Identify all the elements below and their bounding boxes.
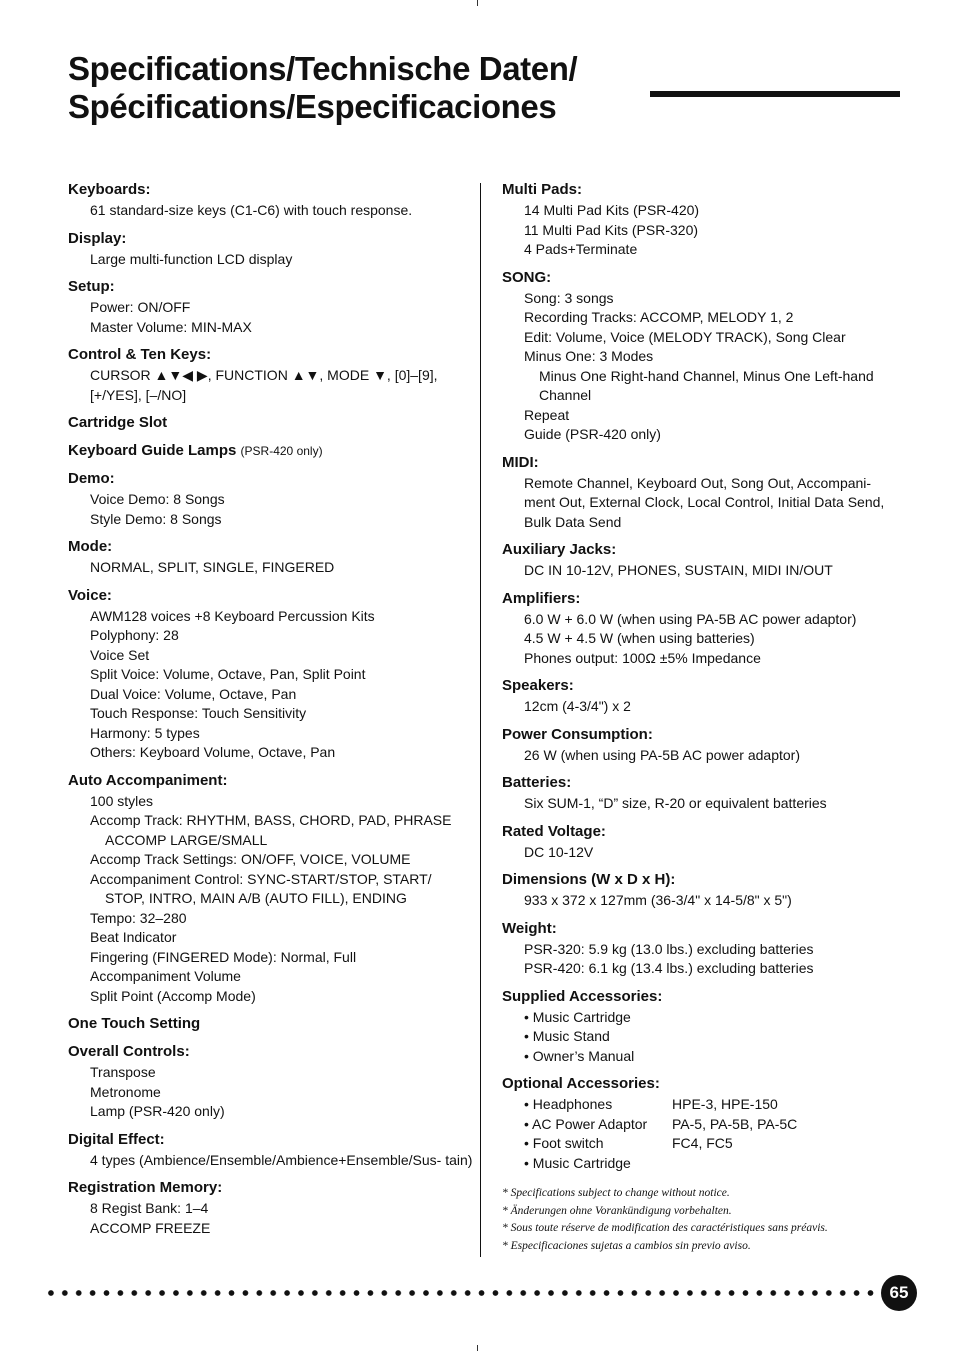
spec-item: Large multi-function LCD display [90,250,293,267]
spec-section-keyboard-guide-lamps [68,441,473,461]
spec-item: AWM128 voices +8 Keyboard Percussion Kits [90,607,375,624]
spec-heading-text: Optional Accessories: [502,1075,660,1092]
spec-heading-text: Keyboard Guide Lamps [68,442,237,459]
spec-heading [68,277,473,297]
spec-heading [68,1130,473,1150]
spec-item: ACCOMP FREEZE [90,1219,211,1236]
title-line-1: Specifications/Technische Daten/ [68,50,578,87]
spec-item: Remote Channel, Keyboard Out, Song Out, Accompani- ment Out, External Clock, Local Control, Initial Data Send, Bulk Data Send [524,474,885,530]
spec-section-supplied-accessories [502,987,902,1067]
spec-heading [68,1178,473,1198]
crop-mark-bottom [477,1345,478,1351]
spec-section-keyboards [68,180,473,221]
spec-heading-text: Registration Memory: [68,1179,223,1196]
footnote: * Sous toute réserve de modification des caractéristiques sans préavis. [502,1222,828,1234]
spec-heading-text: Amplifiers: [502,589,581,607]
page-number: 65 [881,1275,917,1311]
title-line-2: Spécifications/Especificaciones [68,88,557,125]
spec-section-display [68,229,473,270]
spec-item: Split Point (Accomp Mode) [90,987,256,1004]
footnotes [502,1185,902,1255]
spec-item: 11 Multi Pad Kits (PSR-320) [524,221,699,238]
spec-heading [502,725,902,745]
spec-item: 4 types (Ambience/Ensemble/Ambience+Ensemble/Sus- tain) [90,1151,473,1168]
spec-item: Power: ON/OFF [90,299,191,315]
spec-heading-text: Rated Voltage: [502,822,606,840]
spec-heading [502,676,902,696]
spec-section-amplifiers [502,589,902,669]
spec-section-power-consumption [502,725,902,766]
spec-item: Accomp Track: RHYTHM, BASS, CHORD, PAD, PHRASE ACCOMP LARGE/SMALL [90,812,452,848]
spec-heading-text: SONG: [502,268,552,286]
spec-section-batteries [502,773,902,814]
dotted-footer-rule [44,1289,874,1297]
spec-item: Tempo: 32–280 [90,909,187,926]
spec-heading-text: Batteries: [502,774,572,791]
spec-option-model: HPE-3, HPE-150 [672,1096,778,1112]
spec-section-rated-voltage [502,822,902,863]
spec-section-dimensions-w-x-d-x-h [502,870,902,911]
right-column [502,180,902,1255]
page-title [68,50,577,126]
spec-item: Metronome [90,1083,161,1100]
spec-item: 26 W (when using PA-5B AC power adaptor) [524,746,800,763]
spec-item: Others: Keyboard Volume, Octave, Pan [90,744,336,760]
spec-item: DC IN 10-12V, PHONES, SUSTAIN, MIDI IN/OUT [524,562,833,578]
spec-item: DC 10-12V [524,843,594,860]
spec-heading-note: (PSR-420 only) [240,444,323,458]
spec-heading-text: Dimensions (W x D x H): [502,871,676,888]
spec-item: 100 styles [90,792,154,809]
spec-item: 61 standard-size keys (C1-C6) with touch response. [90,202,413,218]
spec-heading-text: Demo: [68,470,115,487]
spec-item: Lamp (PSR-420 only) [90,1103,225,1119]
spec-option-row [502,1095,902,1115]
spec-heading-text: Mode: [68,538,113,555]
spec-item: Voice Set [90,646,150,663]
right-column-sections [502,180,902,1173]
spec-section-overall-controls [68,1042,473,1122]
spec-section-multi-pads [502,180,902,260]
spec-item: Fingering (FINGERED Mode): Normal, Full [90,948,357,965]
spec-item: 933 x 372 x 127mm (36-3/4" x 14-5/8" x 5") [524,892,792,908]
spec-heading-text: Setup: [68,278,115,295]
spec-heading [502,919,902,939]
spec-section-digital-effect [68,1130,473,1171]
spec-section-auxiliary-jacks [502,540,902,581]
spec-item: Minus One Right-hand Channel, Minus One Left-hand Channel [539,367,874,403]
spec-item: Minus One: 3 Modes [524,348,654,364]
spec-item: Accompaniment Control: SYNC-START/STOP, START/ STOP, INTRO, MAIN A/B (AUTO FILL), ENDING [90,870,432,906]
spec-item: • Music Stand [524,1028,610,1044]
spec-heading [68,345,473,365]
spec-section-weight [502,919,902,979]
spec-heading [502,870,902,890]
spec-heading-text: Digital Effect: [68,1130,165,1148]
spec-item: Accomp Track Settings: ON/OFF, VOICE, VOLUME [90,851,411,867]
column-divider [480,183,481,1257]
spec-section-demo [68,469,473,529]
spec-item: Style Demo: 8 Songs [90,510,222,527]
spec-heading [502,540,902,560]
spec-heading-text: Weight: [502,919,557,937]
spec-item: Beat Indicator [90,929,177,945]
spec-section-song [502,268,902,445]
spec-item: Polyphony: 28 [90,627,179,643]
spec-section-mode [68,537,473,578]
spec-option-name: • Foot switch [524,1135,604,1151]
spec-heading-text: Multi Pads: [502,181,583,198]
spec-section-control-ten-keys [68,345,473,405]
spec-section-auto-accompaniment [68,771,473,1007]
spec-heading-text: Supplied Accessories: [502,987,663,1005]
spec-option-name: • Music Cartridge [524,1154,631,1171]
spec-section-speakers [502,676,902,717]
spec-heading [68,586,473,606]
spec-heading-text: Power Consumption: [502,725,653,743]
spec-heading-text: Overall Controls: [68,1043,190,1060]
spec-item: Accompaniment Volume [90,968,241,984]
spec-heading [502,589,902,609]
spec-heading-text: Keyboards: [68,181,151,198]
footnote: * Especificaciones sujetas a cambios sin previo aviso. [502,1239,751,1252]
spec-item: PSR-420: 6.1 kg (13.4 lbs.) excluding batteries [524,960,814,976]
spec-section-one-touch-setting [68,1014,473,1034]
spec-heading [502,1074,902,1094]
spec-item: 6.0 W + 6.0 W (when using PA-5B AC power adaptor) [524,610,857,627]
spec-item: Edit: Volume, Voice (MELODY TRACK), Song Clear [524,328,846,345]
spec-option-row [502,1134,902,1154]
spec-item: Repeat [524,406,570,423]
spec-heading [68,441,473,461]
spec-item: Song: 3 songs [524,289,614,306]
spec-item: 4 Pads+Terminate [524,241,638,257]
spec-heading [502,773,902,793]
spec-option-model: FC4, FC5 [672,1135,733,1151]
spec-heading [68,469,473,489]
spec-item: Voice Demo: 8 Songs [90,491,225,507]
spec-item: Recording Tracks: ACCOMP, MELODY 1, 2 [524,309,794,325]
spec-section-optional-accessories [502,1074,902,1173]
spec-heading [502,822,902,842]
spec-option-row [502,1115,902,1135]
left-column [68,180,473,1246]
spec-item: Master Volume: MIN-MAX [90,318,252,335]
spec-heading [68,180,473,200]
title-rule [650,91,900,97]
spec-item: PSR-320: 5.9 kg (13.0 lbs.) excluding batteries [524,940,814,957]
spec-heading [502,987,902,1007]
spec-item: 4.5 W + 4.5 W (when using batteries) [524,630,755,646]
spec-option-model: PA-5, PA-5B, PA-5C [672,1115,798,1132]
spec-item: 12cm (4-3/4") x 2 [524,698,631,714]
spec-heading [68,1042,473,1062]
spec-item: CURSOR ▲▼◀ ▶, FUNCTION ▲▼, MODE ▼, [0]–[9], [+/YES], [–/NO] [90,367,438,403]
spec-item: Six SUM-1, “D” size, R-20 or equivalent batteries [524,795,827,811]
spec-heading-text: Auxiliary Jacks: [502,541,617,558]
spec-heading-text: One Touch Setting [68,1015,201,1032]
spec-heading-text: Display: [68,229,127,247]
spec-item: Guide (PSR-420 only) [524,426,661,442]
crop-mark-top [477,0,478,6]
spec-heading [68,229,473,249]
spec-item: NORMAL, SPLIT, SINGLE, FINGERED [90,559,335,575]
spec-item: Dual Voice: Volume, Octave, Pan [90,685,297,702]
spec-heading [68,771,473,791]
spec-heading-text: Voice: [68,586,112,604]
spec-section-midi [502,453,902,533]
spec-section-setup [68,277,473,337]
spec-heading-text: Speakers: [502,677,574,694]
spec-item: Split Voice: Volume, Octave, Pan, Split Point [90,666,366,682]
spec-heading [502,180,902,200]
spec-heading-text: Control & Ten Keys: [68,346,212,363]
spec-section-cartridge-slot [68,413,473,433]
spec-item: Transpose [90,1064,156,1080]
spec-item: Phones output: 100Ω ±5% Impedance [524,649,761,666]
spec-item: 14 Multi Pad Kits (PSR-420) [524,202,700,218]
spec-heading-text: MIDI: [502,453,539,471]
spec-option-name: • AC Power Adaptor [524,1115,648,1132]
spec-item: Touch Response: Touch Sensitivity [90,705,307,721]
spec-section-registration-memory [68,1178,473,1238]
spec-heading [502,268,902,288]
spec-section-voice [68,586,473,763]
spec-item: 8 Regist Bank: 1–4 [90,1200,209,1216]
spec-heading [68,413,473,433]
spec-item: • Owner’s Manual [524,1047,635,1064]
spec-heading-text: Cartridge Slot [68,414,168,431]
spec-option-row [502,1154,902,1174]
spec-item: Harmony: 5 types [90,724,200,741]
footnote: * Änderungen ohne Vorankündigung vorbehalten. [502,1204,732,1217]
spec-heading [68,537,473,557]
spec-item: • Music Cartridge [524,1008,631,1025]
spec-heading [502,453,902,473]
spec-option-name: • Headphones [524,1096,613,1112]
spec-heading [68,1014,473,1034]
footnote: * Specifications subject to change without notice. [502,1187,730,1199]
spec-heading-text: Auto Accompaniment: [68,771,228,789]
